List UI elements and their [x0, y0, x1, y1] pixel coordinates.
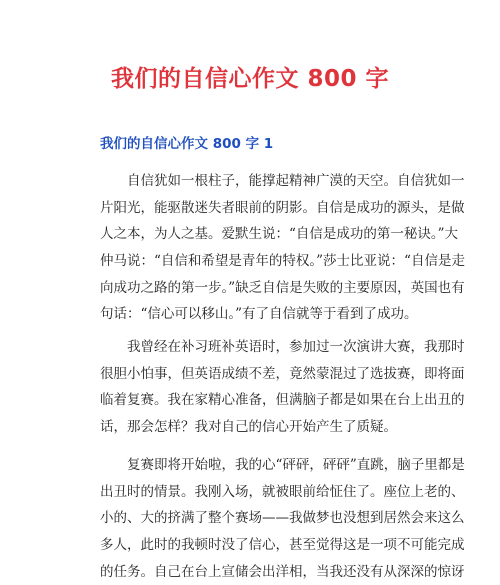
essay-subtitle: 我们的自信心作文 800 字 1: [100, 136, 274, 152]
paragraph-line: 多人，此时的我顿时没了信心，甚至觉得这是一项不可能完成: [100, 537, 465, 554]
paragraph-line: 话，那会怎样？我对自己的信心开始产生了质疑。: [100, 419, 397, 436]
paragraph-line: 仲马说：“自信和希望是青年的特权。”莎士比亚说：“自信是走: [100, 253, 465, 270]
paragraph-3: [100, 452, 465, 585]
paragraph-line: 临着复赛。我在家精心准备，但满脑子都是如果在台上出丑的: [100, 392, 465, 409]
paragraph-2: [100, 334, 465, 441]
paragraph-line: 片阳光，能驱散迷失者眼前的阴影。自信是成功的源头，是做: [100, 199, 465, 216]
document-title: 我们的自信心作文 800 字: [110, 66, 390, 92]
paragraph-line: 人之本，为人之基。爱默生说：“自信是成功的第一秘诀。”大: [100, 226, 459, 243]
paragraph-line: 很胆小怕事，但英语成绩不差，竟然蒙混过了选拔赛，即将面: [100, 365, 465, 382]
paragraph-1: [100, 168, 465, 328]
paragraph-line: 向成功之路的第一步。”缺乏自信是失败的主要原因，英国也有: [100, 279, 465, 296]
paragraph-line: 句话：“信心可以移山。”有了自信就等于看到了成功。: [100, 306, 418, 323]
paragraph-line: 出丑时的情景。我刚入场，就被眼前给怔住了。座位上老的、: [100, 483, 465, 500]
paragraph-line: 小的、大的挤满了整个赛场——我做梦也没想到居然会来这么: [100, 510, 465, 527]
paragraph-line: 复赛即将开始啦，我的心“砰砰，砰砰”直跳，脑子里都是: [127, 457, 465, 473]
paragraph-line: 我曾经在补习班补英语时，参加过一次演讲大赛，我那时: [127, 339, 465, 355]
paragraph-line: 的任务。自己在台上宣储会出洋相，当我还没有从深深的惊讶: [100, 563, 465, 580]
paragraph-line: 自信犹如一根柱子，能撑起精神广漠的天空。自信犹如一: [127, 173, 465, 189]
